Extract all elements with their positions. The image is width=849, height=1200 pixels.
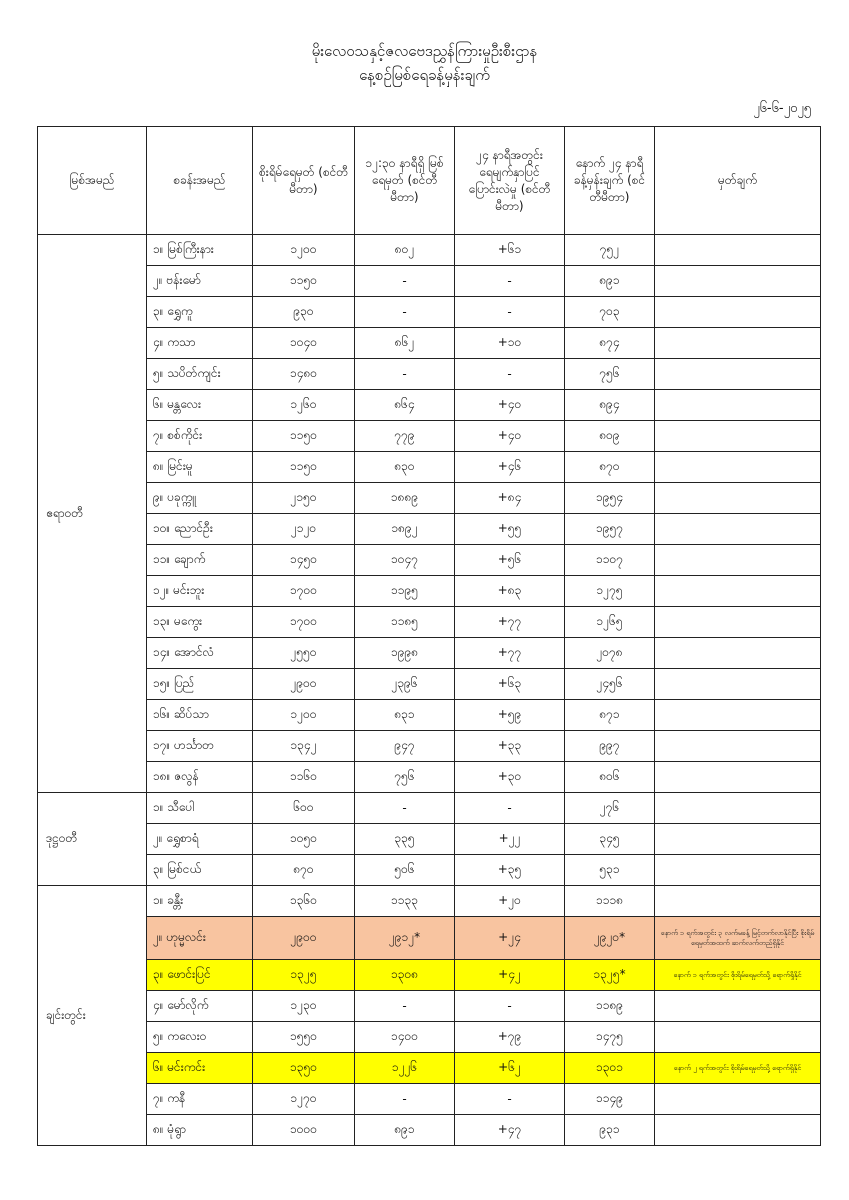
level-change: -: [455, 266, 565, 297]
agency-title: မိုးလေဝသနှင့်ဇလဗေဒညွှန်ကြားမှုဦးစီးဌာန: [311, 42, 538, 60]
current-level: -: [355, 793, 455, 824]
forecast-level: ၈၉၄: [565, 390, 655, 421]
remark-text: [655, 855, 821, 886]
remark-text: [655, 700, 821, 731]
remark-text: နောက် ၂ ရက်အတွင်း စိုးရိမ်ရေမှတ်သို့ ရောက်ရှိနိုင်: [655, 1053, 821, 1084]
level-change: -: [455, 991, 565, 1022]
table-row: [38, 607, 821, 638]
forecast-level: ၇၀၃: [565, 297, 655, 328]
danger-level: ၉၃၀: [253, 297, 355, 328]
level-change: +၄၆: [455, 452, 565, 483]
danger-level: ၂၁၅၀: [253, 483, 355, 514]
level-change: +၃၅: [455, 855, 565, 886]
table-row: [38, 1084, 821, 1115]
level-change: +၂၀: [455, 886, 565, 917]
current-level: -: [355, 297, 455, 328]
remark-text: [655, 390, 821, 421]
level-change: +၅၉: [455, 700, 565, 731]
level-change: -: [455, 793, 565, 824]
remark-text: [655, 421, 821, 452]
forecast-level: ၈၇၄: [565, 328, 655, 359]
level-change: +၆၁: [455, 235, 565, 266]
table-row: [38, 483, 821, 514]
table-row: [38, 266, 821, 297]
table-row: [38, 328, 821, 359]
danger-level: ၂၉၀၀: [253, 917, 355, 960]
current-level: ၂၃၉၆: [355, 669, 455, 700]
current-level: ၁၃၀၈: [355, 960, 455, 991]
level-change: +၄၀: [455, 421, 565, 452]
current-level: ၇၇၉: [355, 421, 455, 452]
table-row: [38, 824, 821, 855]
current-level: ၈၉၁: [355, 1115, 455, 1146]
station-name: ၁။ သီပေါ: [147, 793, 253, 824]
forecast-level: ၁၉၅၇: [565, 514, 655, 545]
station-name: ၆။ မင်းကင်း: [147, 1053, 253, 1084]
current-level: ၉၄၇: [355, 731, 455, 762]
station-name: ၁၂။ မင်းဘူး: [147, 576, 253, 607]
current-level: ၃၃၅: [355, 824, 455, 855]
current-level: ၁၈၉၂: [355, 514, 455, 545]
danger-level: ၁၀၅၀: [253, 824, 355, 855]
forecast-level: ၂၄၅၆: [565, 669, 655, 700]
station-name: ၂။ ဟုမ္မလင်း: [147, 917, 253, 960]
station-name: ၁၃။ မကွေး: [147, 607, 253, 638]
current-level: ၇၅၆: [355, 762, 455, 793]
station-name: ၄။ မော်လိုက်: [147, 991, 253, 1022]
forecast-level: ၉၉၇: [565, 731, 655, 762]
station-name: ၄။ ကသာ: [147, 328, 253, 359]
danger-level: ၂၉၀၀: [253, 669, 355, 700]
station-name: ၇။ စစ်ကိုင်း: [147, 421, 253, 452]
danger-level: ၁၂၇၀: [253, 1084, 355, 1115]
level-change: +၇၉: [455, 1022, 565, 1053]
current-level: ၈၃၀: [355, 452, 455, 483]
station-name: ၈။ မြင်းမူ: [147, 452, 253, 483]
danger-level: ၁၃၆၀: [253, 886, 355, 917]
level-change: +၃၀: [455, 762, 565, 793]
current-level: ၁၁၉၅: [355, 576, 455, 607]
table-row: [38, 669, 821, 700]
report-title: နေ့စဉ်မြစ်ရေခန့်မှန်းချက်: [359, 66, 490, 84]
danger-level: ၆၀၀: [253, 793, 355, 824]
current-level: -: [355, 991, 455, 1022]
danger-level: ၁၁၅၀: [253, 452, 355, 483]
danger-level: ၁၃၄၂: [253, 731, 355, 762]
remark-text: [655, 669, 821, 700]
current-level: -: [355, 1084, 455, 1115]
forecast-level: ၈၇၁: [565, 700, 655, 731]
station-name: ၈။ မုံရွာ: [147, 1115, 253, 1146]
level-change: +၆၂: [455, 1053, 565, 1084]
river-basin-name: ဧရာဝတီ: [38, 235, 147, 793]
col-header-river: မြစ်အမည်: [38, 127, 147, 235]
forecast-level: ၉၃၁: [565, 1115, 655, 1146]
table-row: [38, 390, 821, 421]
forecast-level: ၁၂၆၅: [565, 607, 655, 638]
remark-text: [655, 359, 821, 390]
current-level: ၁၀၄၇: [355, 545, 455, 576]
forecast-level: ၁၂၇၅: [565, 576, 655, 607]
table-row: [38, 297, 821, 328]
report-date: ၂၆-၆-၂၀၂၅: [753, 101, 811, 116]
forecast-level: ၇၅၂: [565, 235, 655, 266]
table-row: [38, 359, 821, 390]
current-level: -: [355, 359, 455, 390]
forecast-level: ၁၄၇၅: [565, 1022, 655, 1053]
danger-level: ၁၄၈၀: [253, 359, 355, 390]
table-row: [38, 917, 821, 960]
level-change: -: [455, 359, 565, 390]
station-name: ၃။ ရွှေကူ: [147, 297, 253, 328]
level-change: +၂၂: [455, 824, 565, 855]
danger-level: ၁၁၅၀: [253, 266, 355, 297]
forecast-level: ၂၇၆: [565, 793, 655, 824]
remark-text: [655, 545, 821, 576]
level-change: -: [455, 1084, 565, 1115]
level-change: +၅၆: [455, 545, 565, 576]
danger-level: ၁၃၂၅: [253, 960, 355, 991]
remark-text: [655, 483, 821, 514]
remark-text: [655, 235, 821, 266]
forecast-level: ၁၁၁၈: [565, 886, 655, 917]
table-row: [38, 1022, 821, 1053]
current-level: ၁၂၂၆: [355, 1053, 455, 1084]
station-name: ၃။ မြစ်ငယ်: [147, 855, 253, 886]
table-row: [38, 545, 821, 576]
forecast-level: ၇၅၆: [565, 359, 655, 390]
remark-text: [655, 514, 821, 545]
forecast-level: ၈၀၉: [565, 421, 655, 452]
danger-level: ၁၂၆၀: [253, 390, 355, 421]
danger-level: ၁၁၆၀: [253, 762, 355, 793]
level-change: +၅၅: [455, 514, 565, 545]
remark-text: [655, 731, 821, 762]
table-row: [38, 793, 821, 824]
danger-level: ၁၇၀၀: [253, 576, 355, 607]
col-header-remarks: မှတ်ချက်: [655, 127, 821, 235]
forecast-level: ၂၀၇၈: [565, 638, 655, 669]
table-row: [38, 421, 821, 452]
level-change: +၄၂: [455, 960, 565, 991]
col-header-danger-level: စိုးရိမ်ရေမှတ် (စင်တီမီတာ): [253, 127, 355, 235]
forecast-level: ၁၁၄၉: [565, 1084, 655, 1115]
station-name: ၃။ ဖောင်းပြင်: [147, 960, 253, 991]
remark-text: [655, 991, 821, 1022]
table-row: [38, 762, 821, 793]
table-row: [38, 1053, 821, 1084]
level-change: +၄၀: [455, 390, 565, 421]
remark-text: [655, 762, 821, 793]
forecast-level: ၃၄၅: [565, 824, 655, 855]
level-change: +၂၄: [455, 917, 565, 960]
table-row: [38, 452, 821, 483]
remark-text: [655, 266, 821, 297]
river-basin-name: ဒုဋ္ဌဝတီ: [38, 793, 147, 886]
level-change: +၇၇: [455, 607, 565, 638]
current-level: ၁၉၉၈: [355, 638, 455, 669]
current-level: ၁၄၀၀: [355, 1022, 455, 1053]
table-row: [38, 514, 821, 545]
station-name: ၁၀။ ညောင်ဦး: [147, 514, 253, 545]
danger-level: ၁၀၄၀: [253, 328, 355, 359]
current-level: ၈၃၁: [355, 700, 455, 731]
remark-text: [655, 793, 821, 824]
remark-text: [655, 1084, 821, 1115]
danger-level: ၁၁၅၀: [253, 421, 355, 452]
station-name: ၇။ ကနီ: [147, 1084, 253, 1115]
level-change: +၄၇: [455, 1115, 565, 1146]
current-level: ၁၈၈၉: [355, 483, 455, 514]
level-change: -: [455, 297, 565, 328]
level-change: +၈၃: [455, 576, 565, 607]
col-header-current-level: ၁၂:၃၀ နာရီရှိ မြစ်ရေမှတ် (စင်တီမီတာ): [355, 127, 455, 235]
forecast-level: ၁၉၅၄: [565, 483, 655, 514]
station-name: ၉။ ပခုက္ကူ: [147, 483, 253, 514]
station-name: ၆။ မန္တလေး: [147, 390, 253, 421]
danger-level: ၁၀၀၀: [253, 1115, 355, 1146]
remark-text: [655, 1022, 821, 1053]
danger-level: ၁၂၃၀: [253, 991, 355, 1022]
col-header-24h-change: ၂၄ နာရီအတွင်း ရေမျက်နှာပြင် ပြောင်းလဲမှု (စင်တီမီတာ): [455, 127, 565, 235]
forecast-level: ၈၇၀: [565, 452, 655, 483]
remark-text: [655, 638, 821, 669]
station-name: ၂။ ဗန်းမော်: [147, 266, 253, 297]
level-change: +၇၇: [455, 638, 565, 669]
station-name: ၁၄။ အောင်လံ: [147, 638, 253, 669]
river-basin-name: ချင်းတွင်း: [38, 886, 147, 1146]
current-level: ၈၆၂: [355, 328, 455, 359]
level-change: +၁၀: [455, 328, 565, 359]
remark-text: [655, 1115, 821, 1146]
danger-level: ၂၁၂၀: [253, 514, 355, 545]
current-level: ၁၁၃၃: [355, 886, 455, 917]
table-row: [38, 886, 821, 917]
station-name: ၁။ မြစ်ကြီးနား: [147, 235, 253, 266]
current-level: ၅၀၆: [355, 855, 455, 886]
level-change: +၈၄: [455, 483, 565, 514]
station-name: ၂။ ရွှေစာရံ: [147, 824, 253, 855]
table-row: [38, 638, 821, 669]
table-row: [38, 960, 821, 991]
table-row: [38, 731, 821, 762]
danger-level: ၁၂၀၀: [253, 700, 355, 731]
danger-level: ၈၇၀: [253, 855, 355, 886]
table-row: [38, 855, 821, 886]
station-name: ၁၇။ ဟင်္သာတ: [147, 731, 253, 762]
forecast-level: ၈၉၁: [565, 266, 655, 297]
station-name: ၁၆။ ဆိပ်သာ: [147, 700, 253, 731]
danger-level: ၂၅၅၀: [253, 638, 355, 669]
col-header-forecast: နောက် ၂၄ နာရီ ခန့်မှန်းချက် (စင်တီမီတာ): [565, 127, 655, 235]
remark-text: [655, 824, 821, 855]
danger-level: ၁၃၅၀: [253, 1053, 355, 1084]
remark-text: [655, 886, 821, 917]
station-name: ၁၅။ ပြည်: [147, 669, 253, 700]
table-row: [38, 991, 821, 1022]
table-body: [38, 235, 821, 1146]
danger-level: ၁၄၅၀: [253, 545, 355, 576]
current-level: ၂၉၁၂*: [355, 917, 455, 960]
station-name: ၅။ ကလေးဝ: [147, 1022, 253, 1053]
forecast-level: ၂၉၂၀*: [565, 917, 655, 960]
station-name: ၁။ ခန္တီး: [147, 886, 253, 917]
station-name: ၅။ သပိတ်ကျင်း: [147, 359, 253, 390]
current-level: ၈၆၄: [355, 390, 455, 421]
level-change: +၆၃: [455, 669, 565, 700]
forecast-level: ၁၁၈၉: [565, 991, 655, 1022]
danger-level: ၁၂၀၀: [253, 235, 355, 266]
current-level: -: [355, 266, 455, 297]
river-forecast-table: [37, 126, 821, 1146]
current-level: ၁၁၈၅: [355, 607, 455, 638]
table-row: [38, 576, 821, 607]
forecast-level: ၁၁၀၇: [565, 545, 655, 576]
forecast-level: ၅၃၁: [565, 855, 655, 886]
col-header-station: စခန်းအမည်: [147, 127, 253, 235]
remark-text: [655, 576, 821, 607]
danger-level: ၁၇၀၀: [253, 607, 355, 638]
table-row: [38, 700, 821, 731]
level-change: +၃၃: [455, 731, 565, 762]
remark-text: [655, 297, 821, 328]
station-name: ၁၁။ ချောက်: [147, 545, 253, 576]
header-row: [38, 127, 821, 235]
current-level: ၈၀၂: [355, 235, 455, 266]
station-name: ၁၈။ ဇလွန်: [147, 762, 253, 793]
remark-text: [655, 328, 821, 359]
forecast-level: ၁၃၀၁: [565, 1053, 655, 1084]
remark-text: နောက် ၁ ရက်အတွင်း ၃ လက်မခန့် မြင့်တက်လာနိုင်ပြီး စိုးရိမ်ရေမှတ်အထက် ဆက်လက်တည်ရှိနိုင်: [655, 917, 821, 960]
remark-text: နောက် ၁ ရက်အတွင်း စိုးရိမ်ရေမှတ်သို့ ရောက်ရှိနိုင်: [655, 960, 821, 991]
table-row: [38, 1115, 821, 1146]
forecast-level: ၈၀၆: [565, 762, 655, 793]
danger-level: ၁၅၅၀: [253, 1022, 355, 1053]
remark-text: [655, 452, 821, 483]
remark-text: [655, 607, 821, 638]
forecast-level: ၁၃၂၅*: [565, 960, 655, 991]
table-row: [38, 235, 821, 266]
